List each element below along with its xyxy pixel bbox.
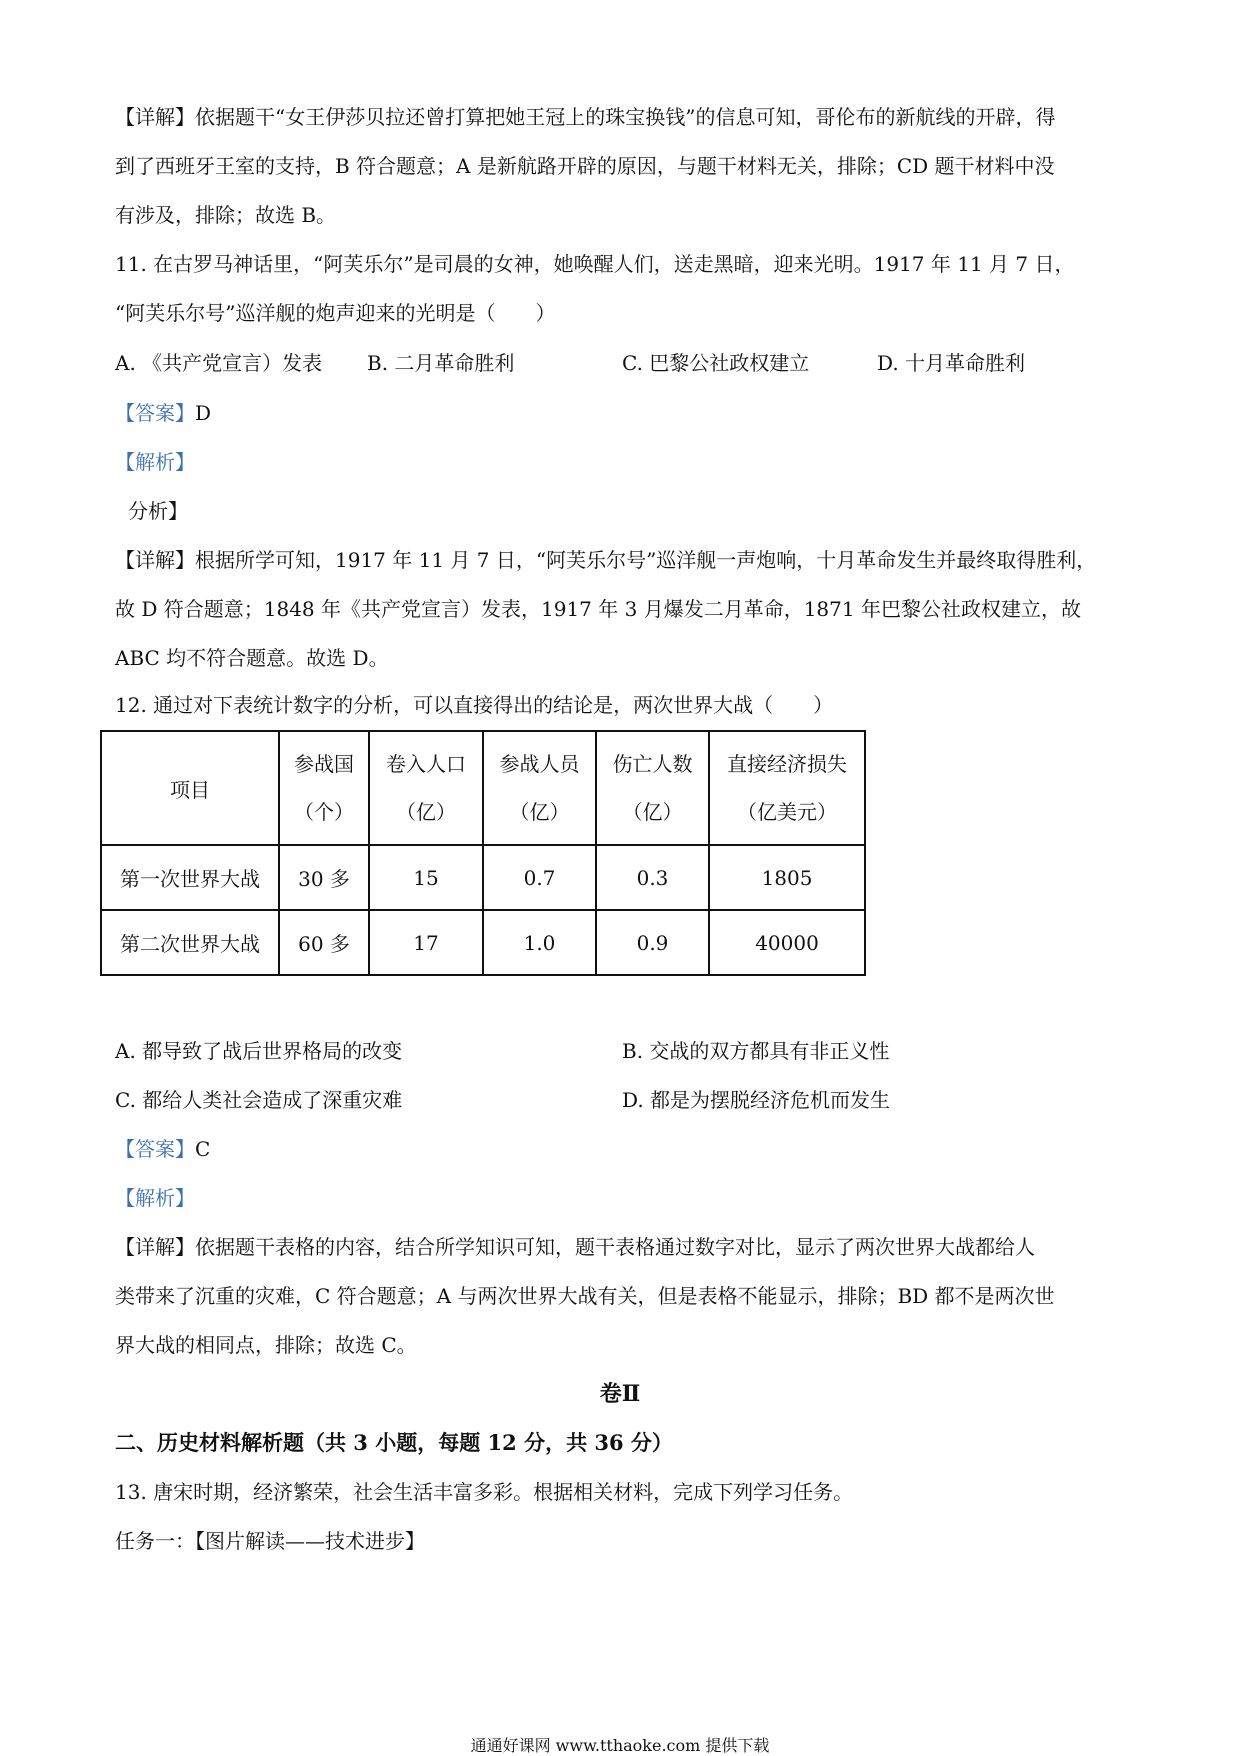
volume-heading: 卷Ⅱ — [599, 1381, 641, 1407]
q11-analysis-note: 分析】 — [128, 499, 188, 523]
answer-value: C — [195, 1137, 211, 1161]
q10-detail-line-3: 有涉及，排除；故选 B。 — [115, 203, 337, 227]
header-cell-countries: 参战国 （个） — [279, 731, 369, 845]
q12-option-a: A. 都导致了战后世界格局的改变 — [115, 1039, 403, 1063]
table-cell: 15 — [369, 845, 483, 910]
header-cell-population: 卷入人口 （亿） — [369, 731, 483, 845]
answer-value: D — [195, 401, 212, 425]
table-row — [101, 910, 865, 975]
q11-analysis-tag: 【解析】 — [115, 450, 195, 474]
q11-stem-line-2: “阿芙乐尔号”巡洋舰的炮声迎来的光明是（ ） — [115, 301, 556, 325]
q11-answer — [115, 400, 211, 426]
table-cell: 0.7 — [483, 845, 596, 910]
q11-option-a: A. 《共产党宣言）发表 — [115, 351, 323, 375]
q12-detail-line-2: 类带来了沉重的灾难，C 符合题意；A 与两次世界大战有关，但是表格不能显示，排除；BD 都不是两次世 — [115, 1284, 1055, 1308]
q13-task-1: 任务一：【图片解读——技术进步】 — [115, 1529, 425, 1553]
table-cell: 1805 — [709, 845, 865, 910]
table-cell: 0.3 — [596, 845, 709, 910]
q11-option-c: C. 巴黎公社政权建立 — [622, 351, 810, 375]
table-cell: 第一次世界大战 — [101, 845, 279, 910]
table-cell: 30 多 — [279, 845, 369, 910]
q11-detail-line-2: 故 D 符合题意；1848 年《共产党宣言）发表，1917 年 3 月爆发二月革命，1871 年巴黎公社政权建立，故 — [115, 597, 1081, 621]
q12-option-d: D. 都是为摆脱经济危机而发生 — [622, 1088, 891, 1112]
answer-tag: 【答案】 — [115, 401, 195, 425]
detail-tag: 【详解】 — [115, 548, 195, 572]
table-cell: 0.9 — [596, 910, 709, 975]
header-cell-combatants: 参战人员 （亿） — [483, 731, 596, 845]
q11-option-b: B. 二月革命胜利 — [367, 351, 515, 375]
q13-stem: 13. 唐宋时期，经济繁荣，社会生活丰富多彩。根据相关材料，完成下列学习任务。 — [115, 1480, 854, 1504]
table-cell: 60 多 — [279, 910, 369, 975]
header-cell-casualties: 伤亡人数 （亿） — [596, 731, 709, 845]
header-cell-economic-loss: 直接经济损失 （亿美元） — [709, 731, 865, 845]
q12-option-b: B. 交战的双方都具有非正义性 — [622, 1039, 890, 1063]
header-cell-item: 项目 — [101, 731, 279, 845]
footer-source: 通通好课网 www.tthaoke.com 提供下载 — [470, 1736, 770, 1755]
q12-analysis-tag: 【解析】 — [115, 1186, 195, 1210]
q12-stem: 12. 通过对下表统计数字的分析，可以直接得出的结论是，两次世界大战（ ） — [115, 693, 834, 717]
table-cell: 17 — [369, 910, 483, 975]
q11-stem-line-1: 11. 在古罗马神话里，“阿芙乐尔”是司晨的女神，她唤醒人们，送走黑暗，迎来光明。1917 年 11 月 7 日， — [115, 252, 1075, 276]
table-header-row — [101, 731, 865, 845]
table-row — [101, 845, 865, 910]
q10-detail-line-2: 到了西班牙王室的支持，B 符合题意；A 是新航路开辟的原因，与题干材料无关，排除；CD 题干材料中没 — [115, 154, 1055, 178]
table-cell: 40000 — [709, 910, 865, 975]
q11-option-d: D. 十月革命胜利 — [877, 351, 1026, 375]
q12-detail-line-1: 【详解】依据题干表格的内容，结合所学知识可知，题干表格通过数字对比，显示了两次世界大战都给人 — [115, 1235, 1035, 1259]
answer-tag: 【答案】 — [115, 1137, 195, 1161]
detail-tag: 【详解】 — [115, 105, 195, 129]
q12-detail-line-3: 界大战的相同点，排除；故选 C。 — [115, 1333, 417, 1357]
q12-option-c: C. 都给人类社会造成了深重灾难 — [115, 1088, 403, 1112]
q12-answer — [115, 1136, 210, 1162]
q10-detail-line-1: 【详解】依据题干“女王伊莎贝拉还曾打算把她王冠上的珠宝换钱”的信息可知，哥伦布的新航线的开辟，得 — [115, 105, 1056, 129]
section-title: 二、历史材料解析题（共 3 小题，每题 12 分，共 36 分） — [115, 1430, 673, 1455]
q11-detail-line-3: ABC 均不符合题意。故选 D。 — [115, 646, 389, 670]
detail-tag: 【详解】 — [115, 1235, 195, 1259]
table-cell: 1.0 — [483, 910, 596, 975]
war-statistics-table — [100, 730, 866, 976]
table-cell: 第二次世界大战 — [101, 910, 279, 975]
q11-detail-line-1: 【详解】根据所学可知，1917 年 11 月 7 日，“阿芙乐尔号”巡洋舰一声炮响，十月革命发生并最终取得胜利， — [115, 548, 1097, 572]
